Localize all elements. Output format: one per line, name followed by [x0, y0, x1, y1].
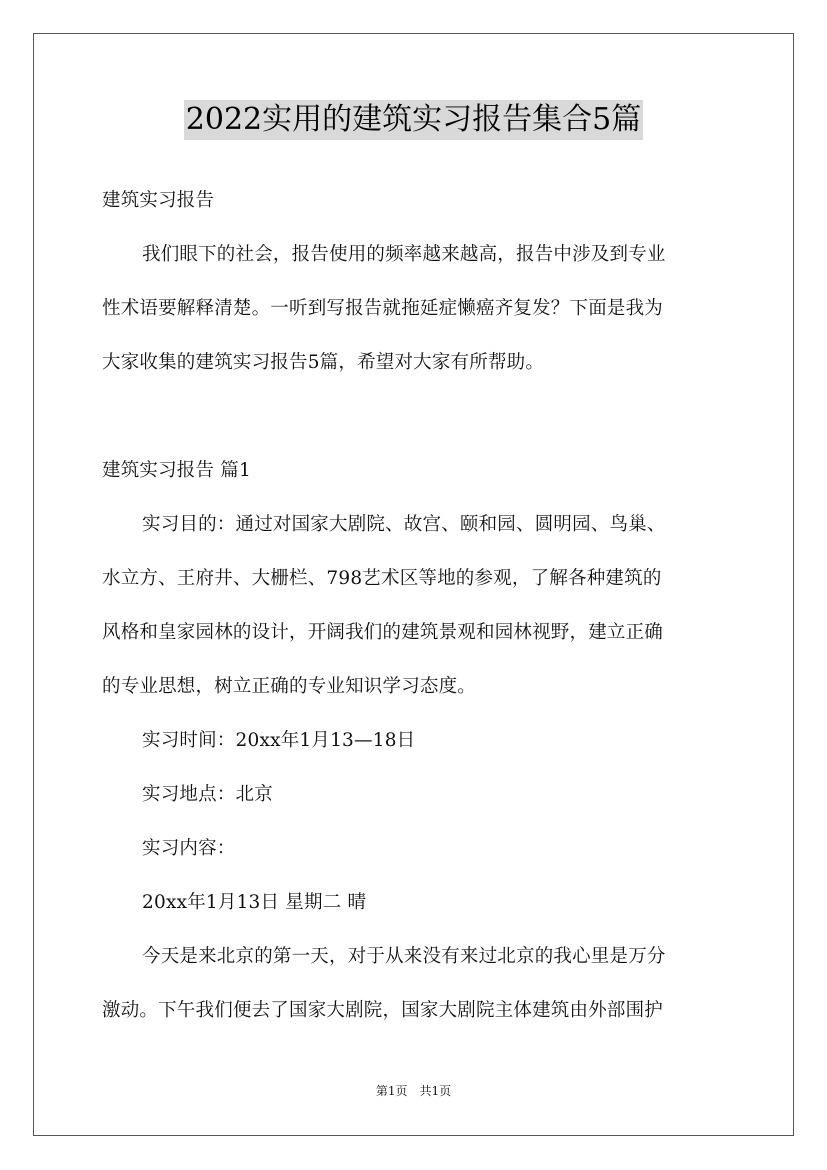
diary-date: 20xx年1月13日 星期二 晴: [142, 892, 367, 913]
page-total: 共1页: [419, 1084, 452, 1098]
internship-location: 实习地点：北京: [142, 784, 273, 805]
blank-line: [102, 390, 726, 444]
paragraph-line: 水立方、王府井、大栅栏、798艺术区等地的参观，了解各种建筑的: [102, 568, 662, 589]
paragraph-line: 我们眼下的社会，报告使用的频率越来越高，报告中涉及到专业: [142, 244, 666, 265]
section-heading-article-1: 建筑实习报告 篇1: [102, 460, 251, 481]
paragraph-line: 实习目的：通过对国家大剧院、故宫、颐和园、圆明园、鸟巢、: [142, 514, 666, 535]
paragraph-line: 的专业思想，树立正确的专业知识学习态度。: [102, 676, 477, 697]
paragraph-line: 今天是来北京的第一天，对于从来没有来过北京的我心里是万分: [142, 946, 666, 967]
paragraph-line: 大家收集的建筑实习报告5篇，希望对大家有所帮助。: [102, 352, 545, 373]
page-footer: [0, 1083, 827, 1099]
document-body: [102, 174, 726, 1038]
title-container: [0, 100, 827, 140]
internship-content-label: 实习内容：: [142, 838, 236, 859]
internship-time: 实习时间：20xx年1月13—18日: [142, 730, 416, 751]
paragraph-line: 激动。下午我们便去了国家大剧院，国家大剧院主体建筑由外部围护: [102, 1000, 664, 1021]
paragraph-line: 性术语要解释清楚。一听到写报告就拖延症懒癌齐复发？下面是我为: [102, 298, 664, 319]
document-title: 2022实用的建筑实习报告集合5篇: [184, 100, 643, 140]
paragraph-line: 风格和皇家园林的设计，开阔我们的建筑景观和园林视野，建立正确: [102, 622, 664, 643]
section-heading-intro: 建筑实习报告: [102, 190, 215, 211]
page-number: 第1页: [375, 1084, 408, 1098]
